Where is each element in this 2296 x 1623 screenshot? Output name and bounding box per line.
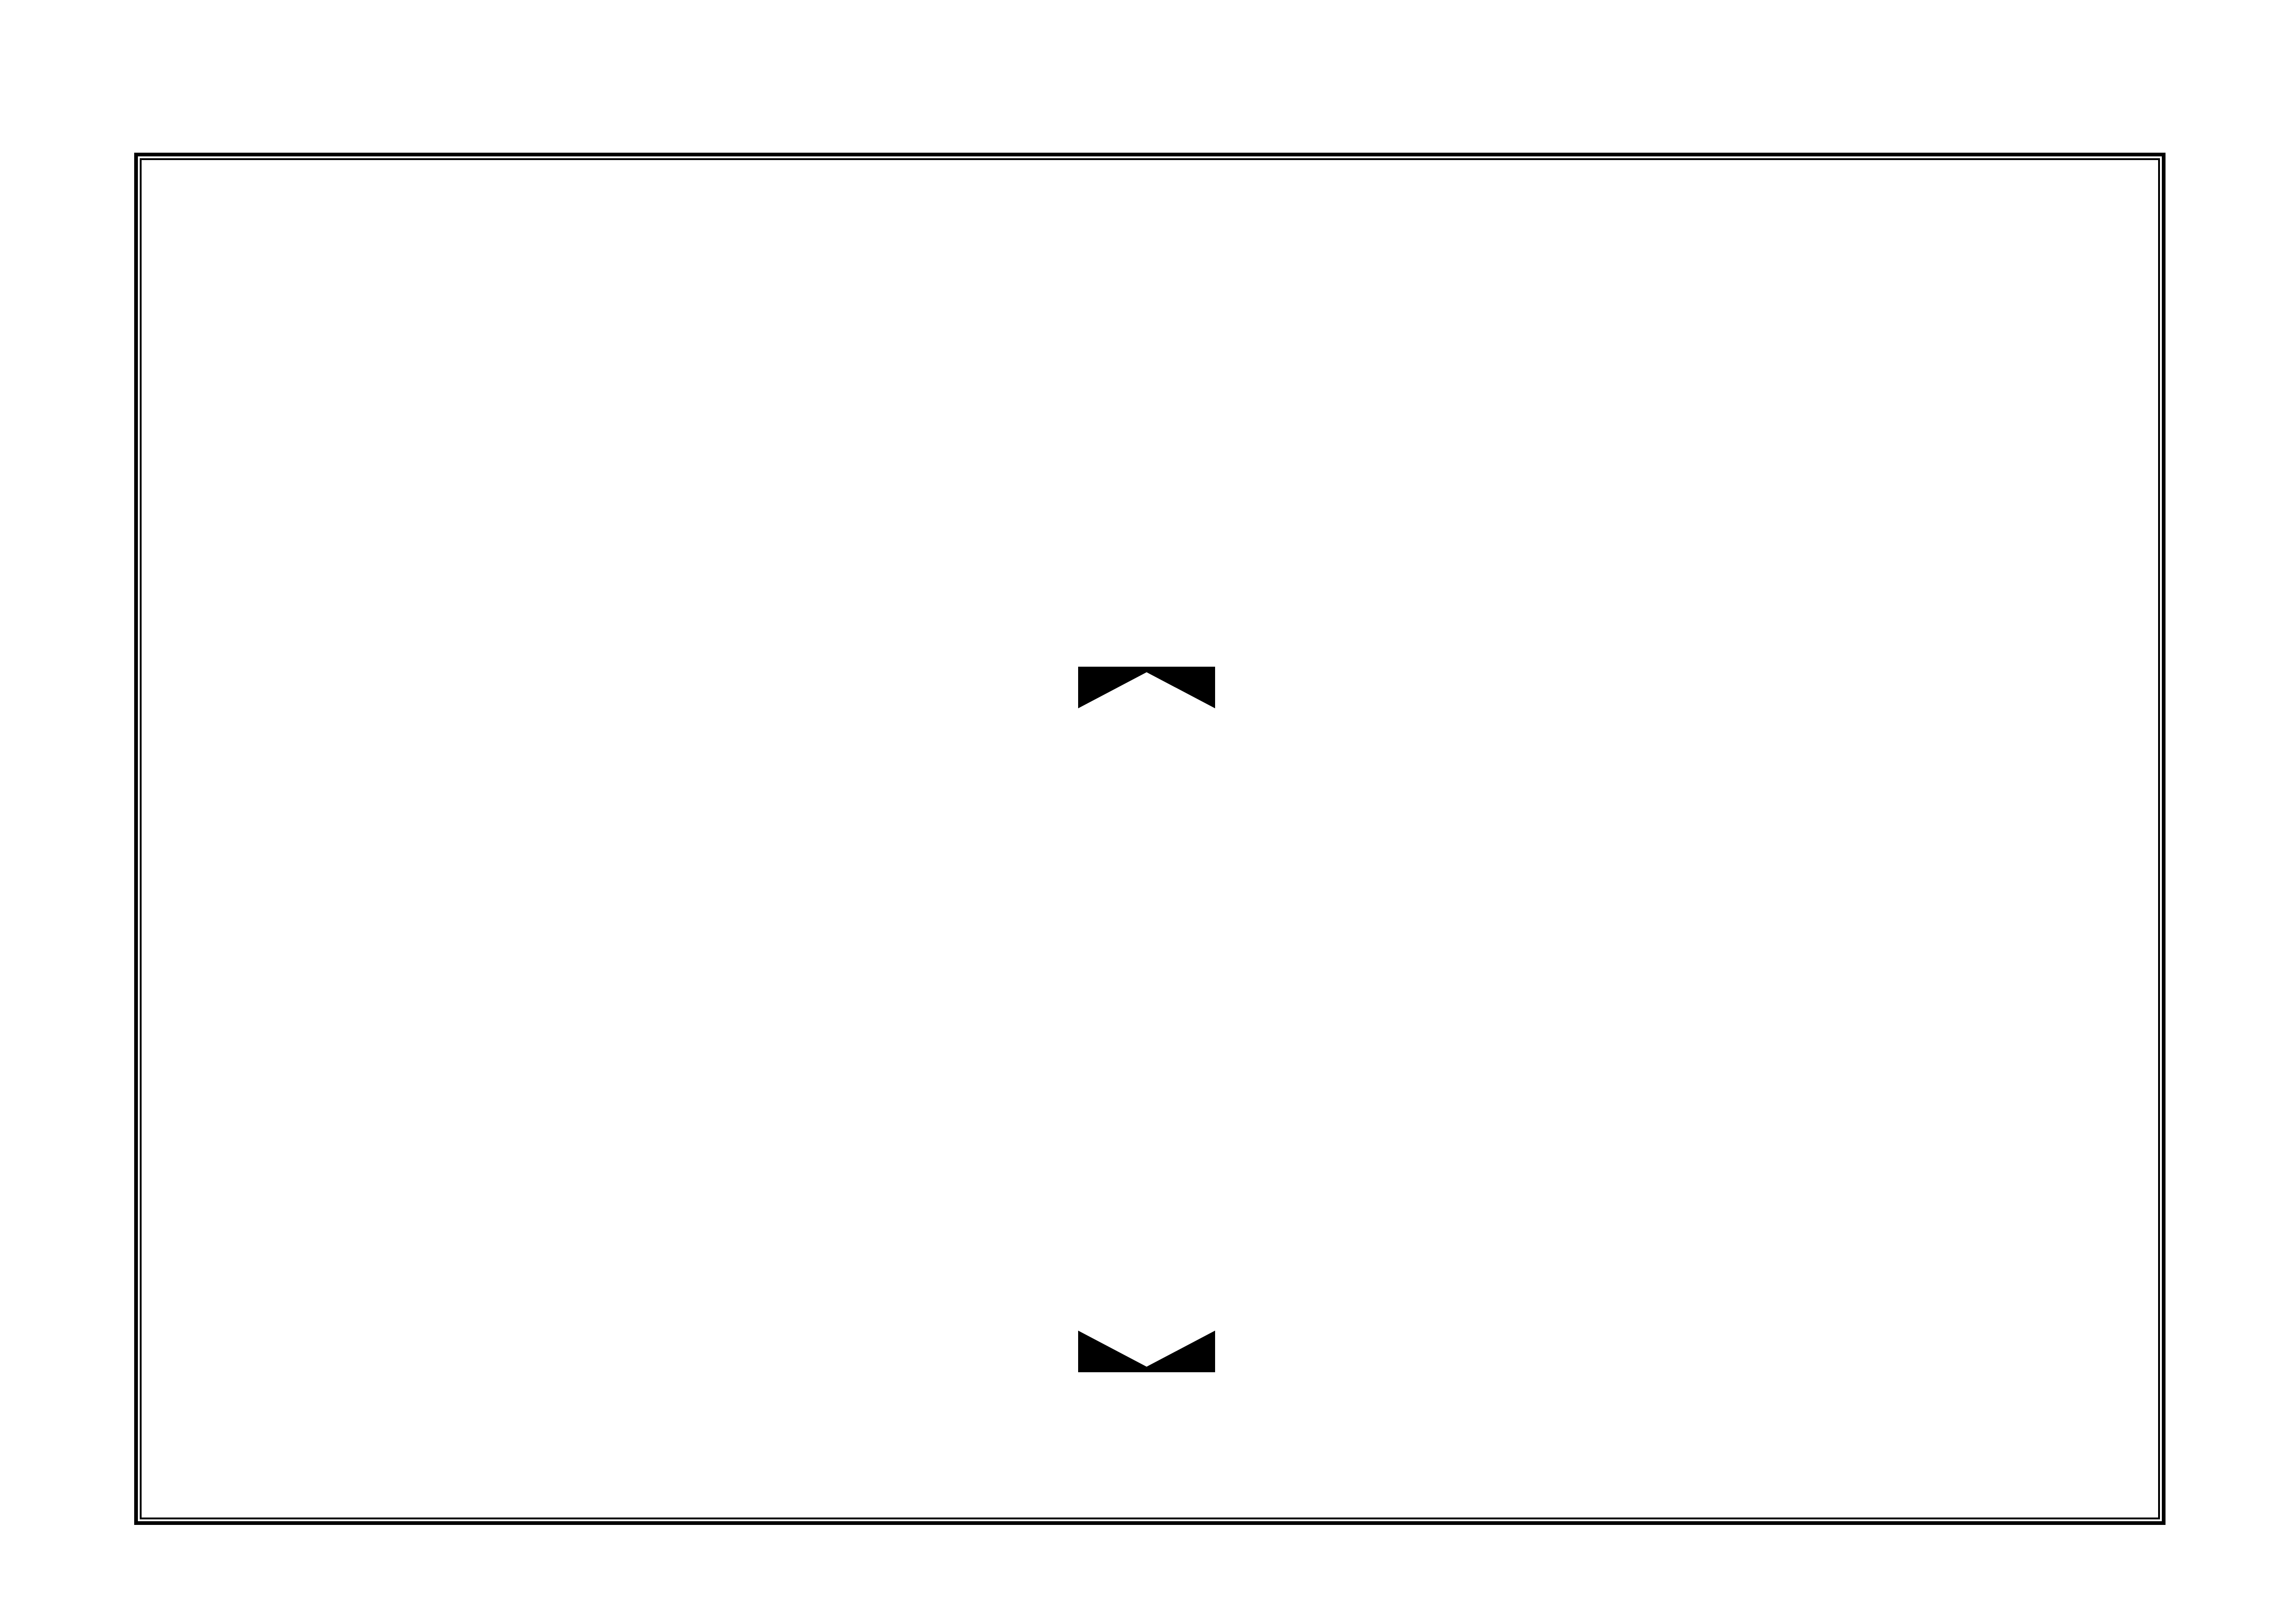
top-fish-tail-band (1078, 667, 1215, 708)
bottom-fish-tail-band (1078, 1331, 1215, 1372)
spine-middle (1078, 738, 1215, 1303)
hall-block (1078, 1372, 1215, 1518)
center-spine (1078, 160, 1215, 1518)
title-block (1078, 160, 1215, 664)
